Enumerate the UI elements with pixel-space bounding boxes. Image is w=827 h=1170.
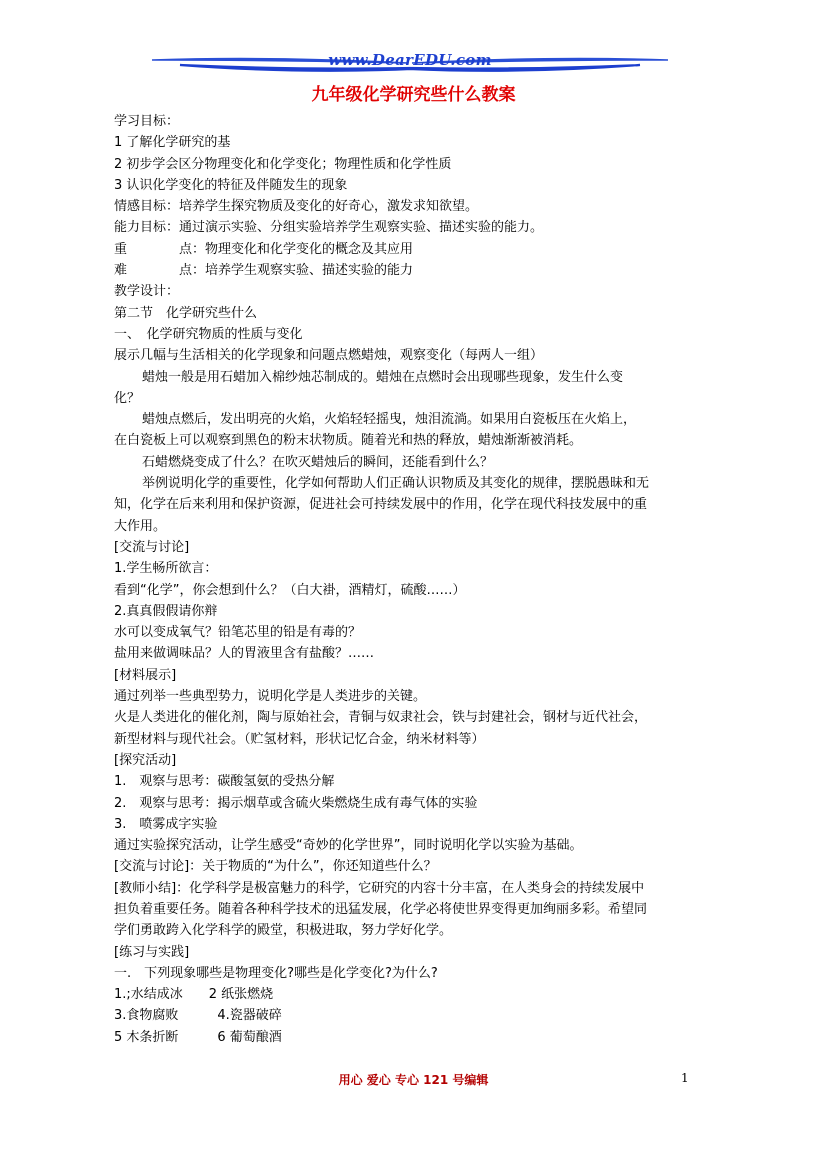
text-line: 1.学生畅所欲言： — [114, 561, 218, 577]
text-line: 石蜡燃烧变成了什么？在吹灭蜡烛后的瞬间，还能看到什么？ — [142, 454, 494, 470]
text-line: [材料展示] — [114, 667, 177, 683]
text-line: 5 木条折断 6 葡萄酿酒 — [114, 1029, 282, 1045]
text-line: 在白瓷板上可以观察到黑色的粉末状物质。随着光和热的释放，蜡烛渐渐被消耗。 — [114, 433, 583, 449]
text-line: [交流与讨论]：关于物质的“为什么”，你还知道些什么？ — [114, 859, 437, 875]
text-line: 情感目标：培养学生探究物质及变化的好奇心，激发求知欲望。 — [114, 199, 479, 215]
document-body — [114, 111, 714, 1048]
text-line: 学们勇敢跨入化学科学的殿堂，积极进取，努力学好化学。 — [114, 923, 453, 939]
text-line: 化？ — [114, 390, 141, 406]
text-line: [探究活动] — [114, 752, 177, 768]
footer-slogan: 用心 爱心 专心 121 号编辑 — [338, 1073, 489, 1087]
text-line: 能力目标：通过演示实验、分组实验培养学生观察实验、描述实验的能力。 — [114, 220, 544, 236]
text-line: 2 初步学会区分物理变化和化学变化；物理性质和化学性质 — [114, 156, 452, 172]
text-line: 2. 观察与思考：揭示烟草或含硫火柴燃烧生成有毒气体的实验 — [114, 795, 478, 811]
text-line: 3. 喷雾成字实验 — [114, 816, 218, 832]
text-line: [交流与讨论] — [114, 539, 190, 555]
text-line: 新型材料与现代社会。（贮氢材料，形状记忆合金，纳米材料等） — [114, 731, 485, 747]
text-line: 第二节 化学研究些什么 — [114, 305, 258, 321]
text-line: 水可以变成氧气？铅笔芯里的铅是有毒的？ — [114, 625, 362, 641]
text-line: 一. 下列现象哪些是物理变化?哪些是化学变化?为什么? — [114, 965, 438, 981]
text-line: [教师小结]：化学科学是极富魅力的科学，它研究的内容十分丰富，在人类身会的持续发展中 — [114, 880, 645, 896]
text-line: 展示几幅与生活相关的化学现象和问题点燃蜡烛，观察变化（每两人一组） — [114, 348, 544, 364]
text-line: 知，化学在后来利用和保护资源，促进社会可持续发展中的作用，化学在现代科技发展中的重 — [114, 497, 648, 513]
text-line: 一、 化学研究物质的性质与变化 — [114, 326, 303, 342]
page-number: 1 — [681, 1071, 689, 1085]
text-line: 通过列举一些典型势力，说明化学是人类进步的关键。 — [114, 689, 427, 705]
text-line: 3 认识化学变化的特征及伴随发生的现象 — [114, 177, 348, 193]
document-title: 九年级化学研究些什么教案 — [311, 85, 516, 105]
text-line: 担负着重要任务。随着各种科学技术的迅猛发展，化学必将使世界变得更加绚丽多彩。希望同 — [114, 901, 648, 917]
text-line: 举例说明化学的重要性，化学如何帮助人们正确认识物质及其变化的规律，摆脱愚昧和无 — [142, 476, 650, 492]
site-header-banner — [150, 50, 670, 80]
text-line: 1. 观察与思考：碳酸氢氨的受热分解 — [114, 774, 335, 790]
text-line: 1 了解化学研究的基 — [114, 135, 231, 151]
text-line: 重 点：物理变化和化学变化的概念及其应用 — [114, 241, 414, 257]
text-line: 2.真真假假请你辩 — [114, 603, 218, 619]
text-line: 教学设计： — [114, 284, 180, 300]
text-line: [练习与实践] — [114, 944, 190, 960]
text-line: 蜡烛一般是用石蜡加入棉纱烛芯制成的。蜡烛在点燃时会出现哪些现象，发生什么变 — [142, 369, 624, 385]
text-line: 火是人类进化的催化剂，陶与原始社会，青铜与奴隶社会，铁与封建社会，钢材与近代社会， — [114, 710, 648, 726]
site-url[interactable]: www.DearEDU.com — [328, 51, 492, 69]
text-line: 1.;水结成冰 2 纸张燃烧 — [114, 987, 274, 1003]
text-line: 通过实验探究活动，让学生感受“奇妙的化学世界”，同时说明化学以实验为基础。 — [114, 838, 583, 854]
text-line: 看到“化学”，你会想到什么？（白大褂，酒精灯，硫酸……） — [114, 582, 466, 598]
text-line: 难 点：培养学生观察实验、描述实验的能力 — [114, 263, 414, 279]
text-line: 学习目标： — [114, 114, 180, 129]
text-line: 蜡烛点燃后，发出明亮的火焰，火焰轻轻摇曳，烛泪流淌。如果用白瓷板压在火焰上， — [142, 412, 637, 428]
text-line: 大作用。 — [114, 518, 167, 534]
text-line: 3.食物腐败 4.瓷器破碎 — [114, 1008, 282, 1024]
text-line: 盐用来做调味品？人的胃液里含有盐酸？…… — [114, 646, 375, 662]
